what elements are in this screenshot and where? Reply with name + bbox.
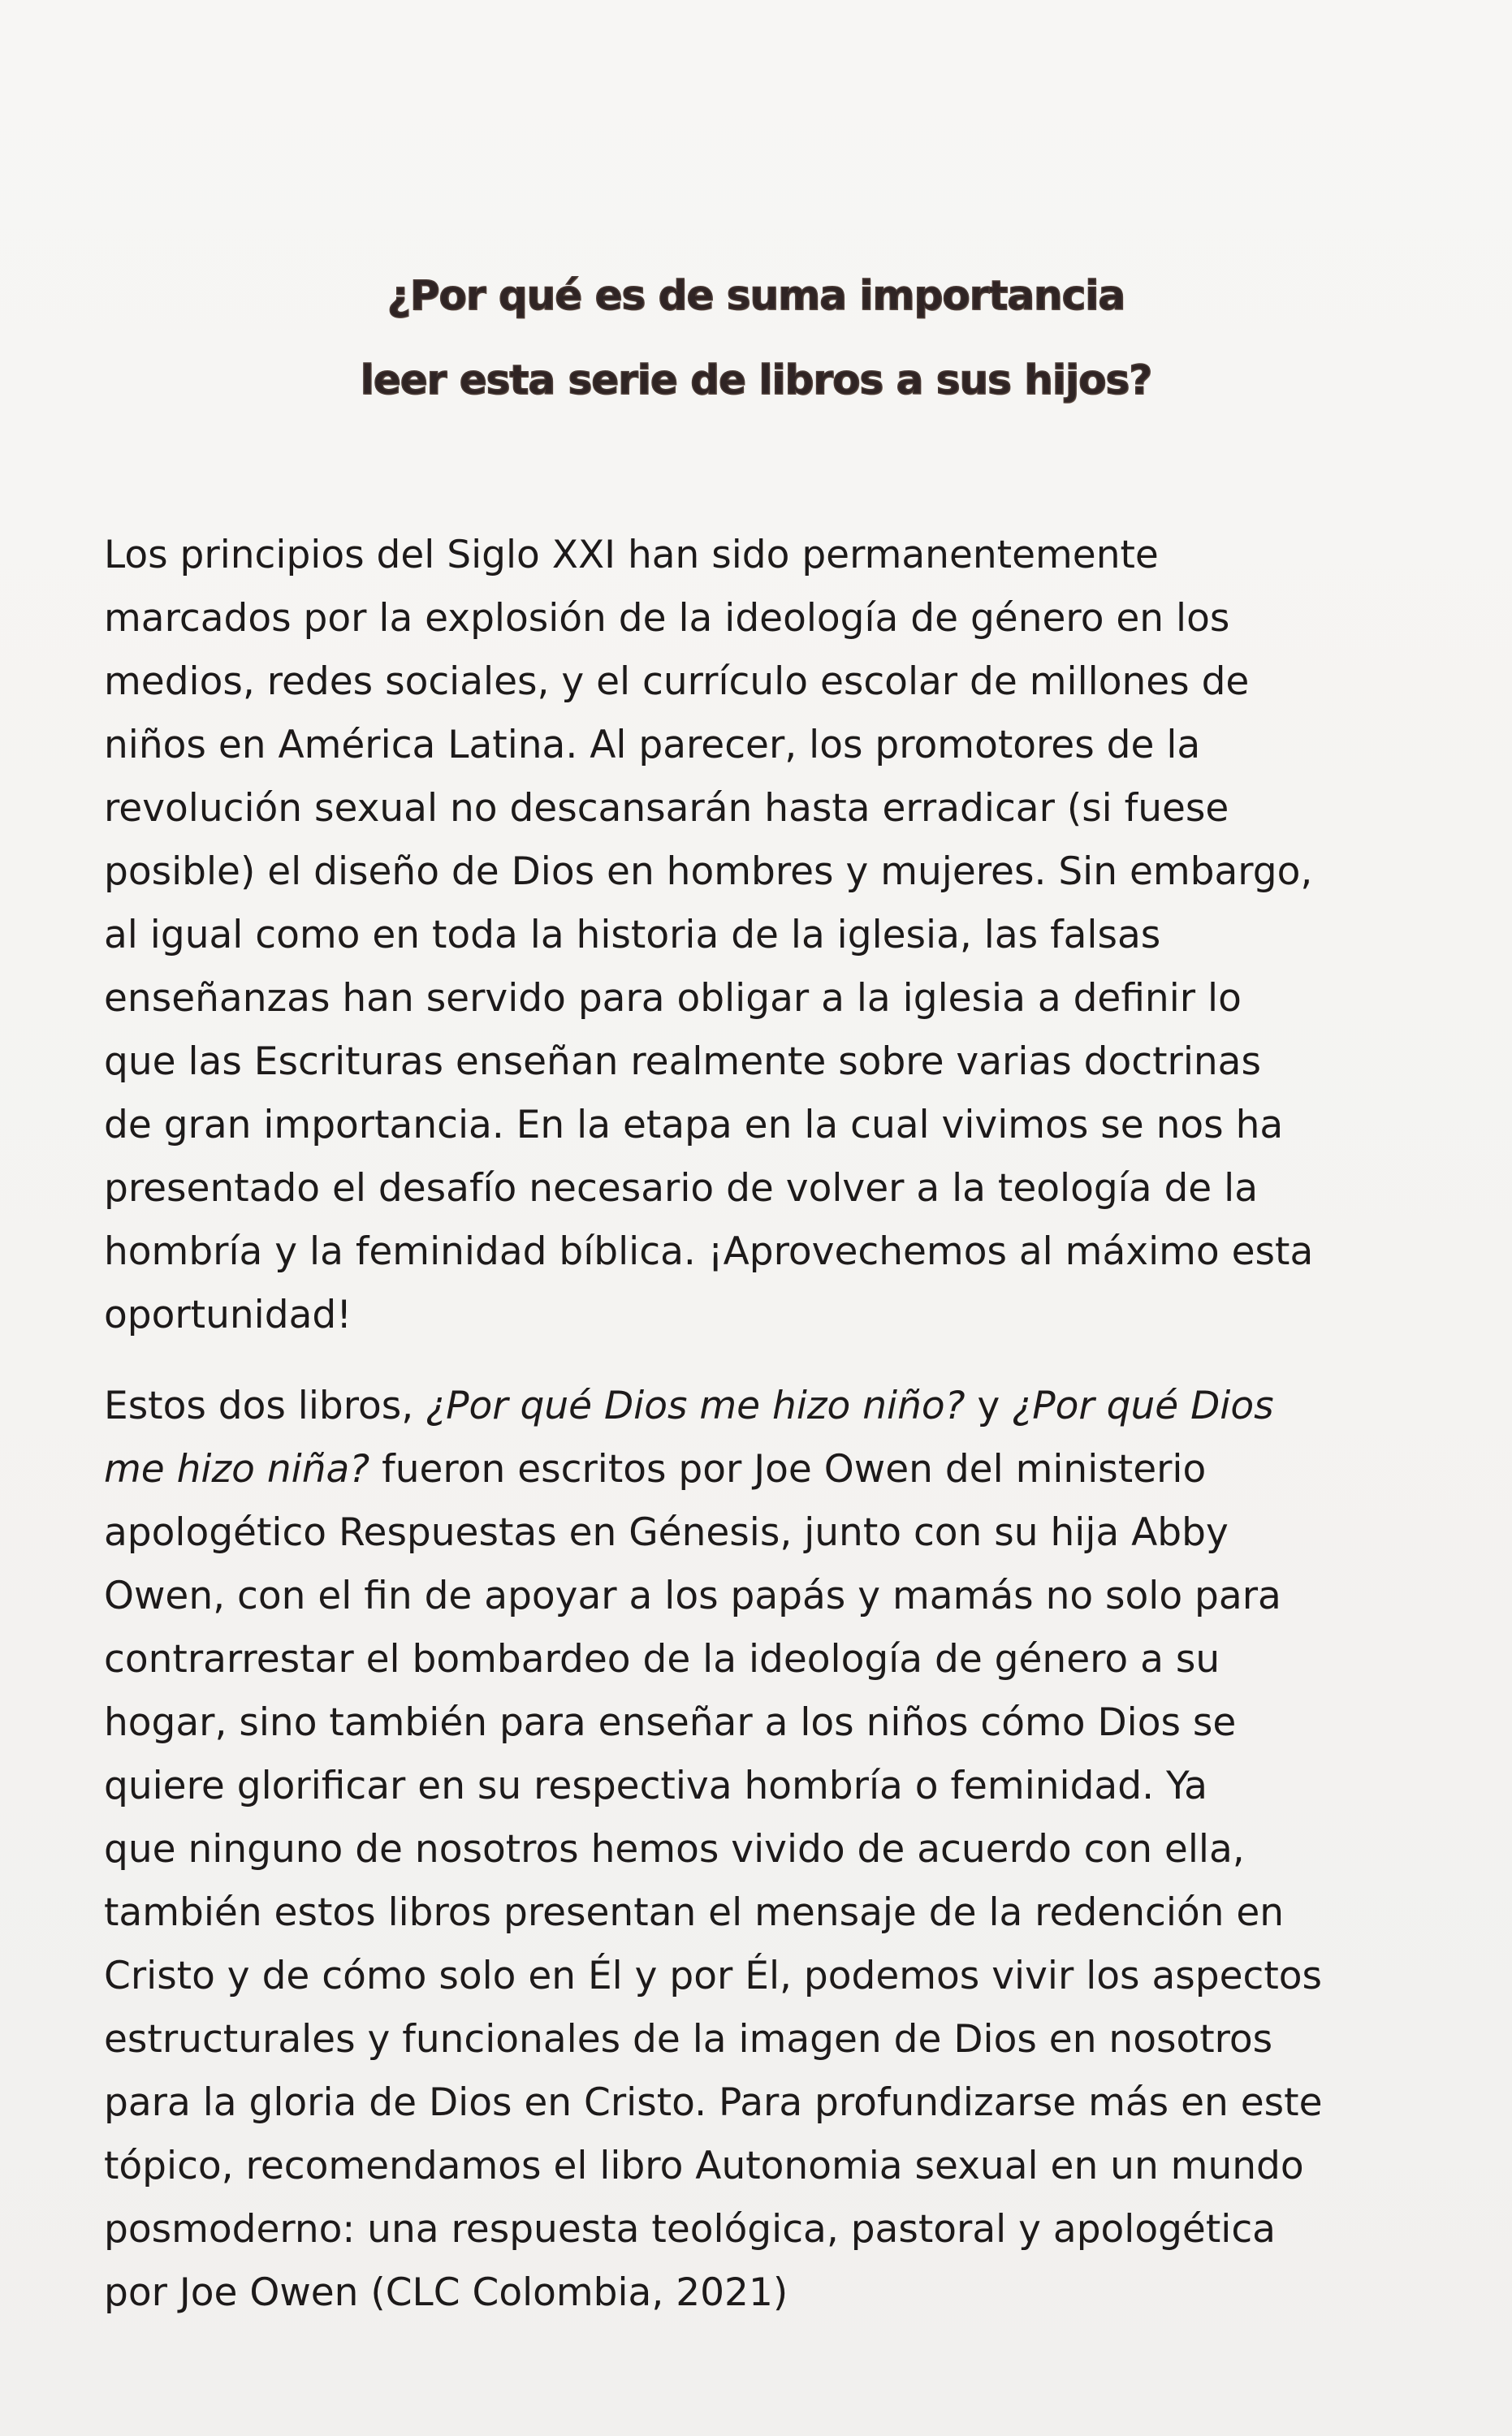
text-line: Cristo y de cómo solo en Él y por Él, podemos vivir los aspectos [104,1954,1323,1998]
text-line: apologético Respuestas en Génesis, junto con su hija Abby [104,1510,1229,1555]
page-title [162,253,1350,422]
text-line: tópico, recomendamos el libro Autonomia sexual en un mundo [104,2144,1304,2188]
title-line-1: ¿Por qué es de suma importancia [387,272,1125,319]
text-line: Los principios del Siglo XXI han sido permanentemente [104,533,1159,577]
text-line: revolución sexual no descansarán hasta erradicar (si fuese [104,786,1229,831]
text-line: quiere glorificar en su respectiva hombría o feminidad. Ya [104,1764,1207,1808]
text-line: contrarrestar el bombardeo de la ideología de género a su [104,1637,1220,1682]
text-line [104,1375,1411,1438]
text-line: hogar, sino también para enseñar a los niños cómo Dios se [104,1700,1237,1745]
text-fragment: Estos dos libros, [104,1384,426,1428]
text-line: niños en América Latina. Al parecer, los promotores de la [104,723,1201,767]
title-line-2: leer esta serie de libros a sus hijos? [360,356,1152,404]
paragraph-2 [104,1375,1411,2325]
text-line: por Joe Owen (CLC Colombia, 2021) [104,2270,788,2315]
text-line: al igual como en toda la historia de la iglesia, las falsas [104,913,1161,957]
text-line: estructurales y funcionales de la imagen de Dios en nosotros [104,2017,1273,2062]
text-line: medios, redes sociales, y el currículo escolar de millones de [104,659,1250,704]
text-line: posmoderno: una respuesta teológica, pastoral y apologética [104,2207,1276,2252]
book-title-girl-part-1: ¿Por qué Dios [1012,1384,1274,1428]
book-title-boy: ¿Por qué Dios me hizo niño? [426,1384,966,1428]
text-line: que las Escrituras enseñan realmente sobre varias doctrinas [104,1039,1261,1084]
text-line: hombría y la feminidad bíblica. ¡Aprovechemos al máximo esta [104,1229,1314,1274]
text-line: también estos libros presentan el mensaje de la redención en [104,1890,1285,1935]
text-line: enseñanzas han servido para obligar a la iglesia a definir lo [104,976,1242,1021]
paragraph-1 [104,524,1411,1347]
text-line: que ninguno de nosotros hemos vivido de acuerdo con ella, [104,1827,1245,1872]
text-line [104,1438,1411,1501]
text-line: de gran importancia. En la etapa en la cual vivimos se nos ha [104,1103,1284,1147]
text-line: posible) el diseño de Dios en hombres y mujeres. Sin embargo, [104,849,1313,894]
text-line: marcados por la explosión de la ideología de género en los [104,596,1230,641]
text-fragment: fueron escritos por Joe Owen del ministerio [369,1447,1207,1492]
text-fragment: y [965,1384,1013,1428]
text-line: para la gloria de Dios en Cristo. Para profundizarse más en este [104,2080,1323,2125]
book-title-girl-part-2: me hizo niña? [104,1447,370,1492]
text-line: Owen, con el fin de apoyar a los papás y mamás no solo para [104,1574,1281,1618]
text-line: oportunidad! [104,1293,352,1337]
text-line: presentado el desafío necesario de volver a la teología de la [104,1166,1259,1211]
body-text [104,524,1411,2325]
